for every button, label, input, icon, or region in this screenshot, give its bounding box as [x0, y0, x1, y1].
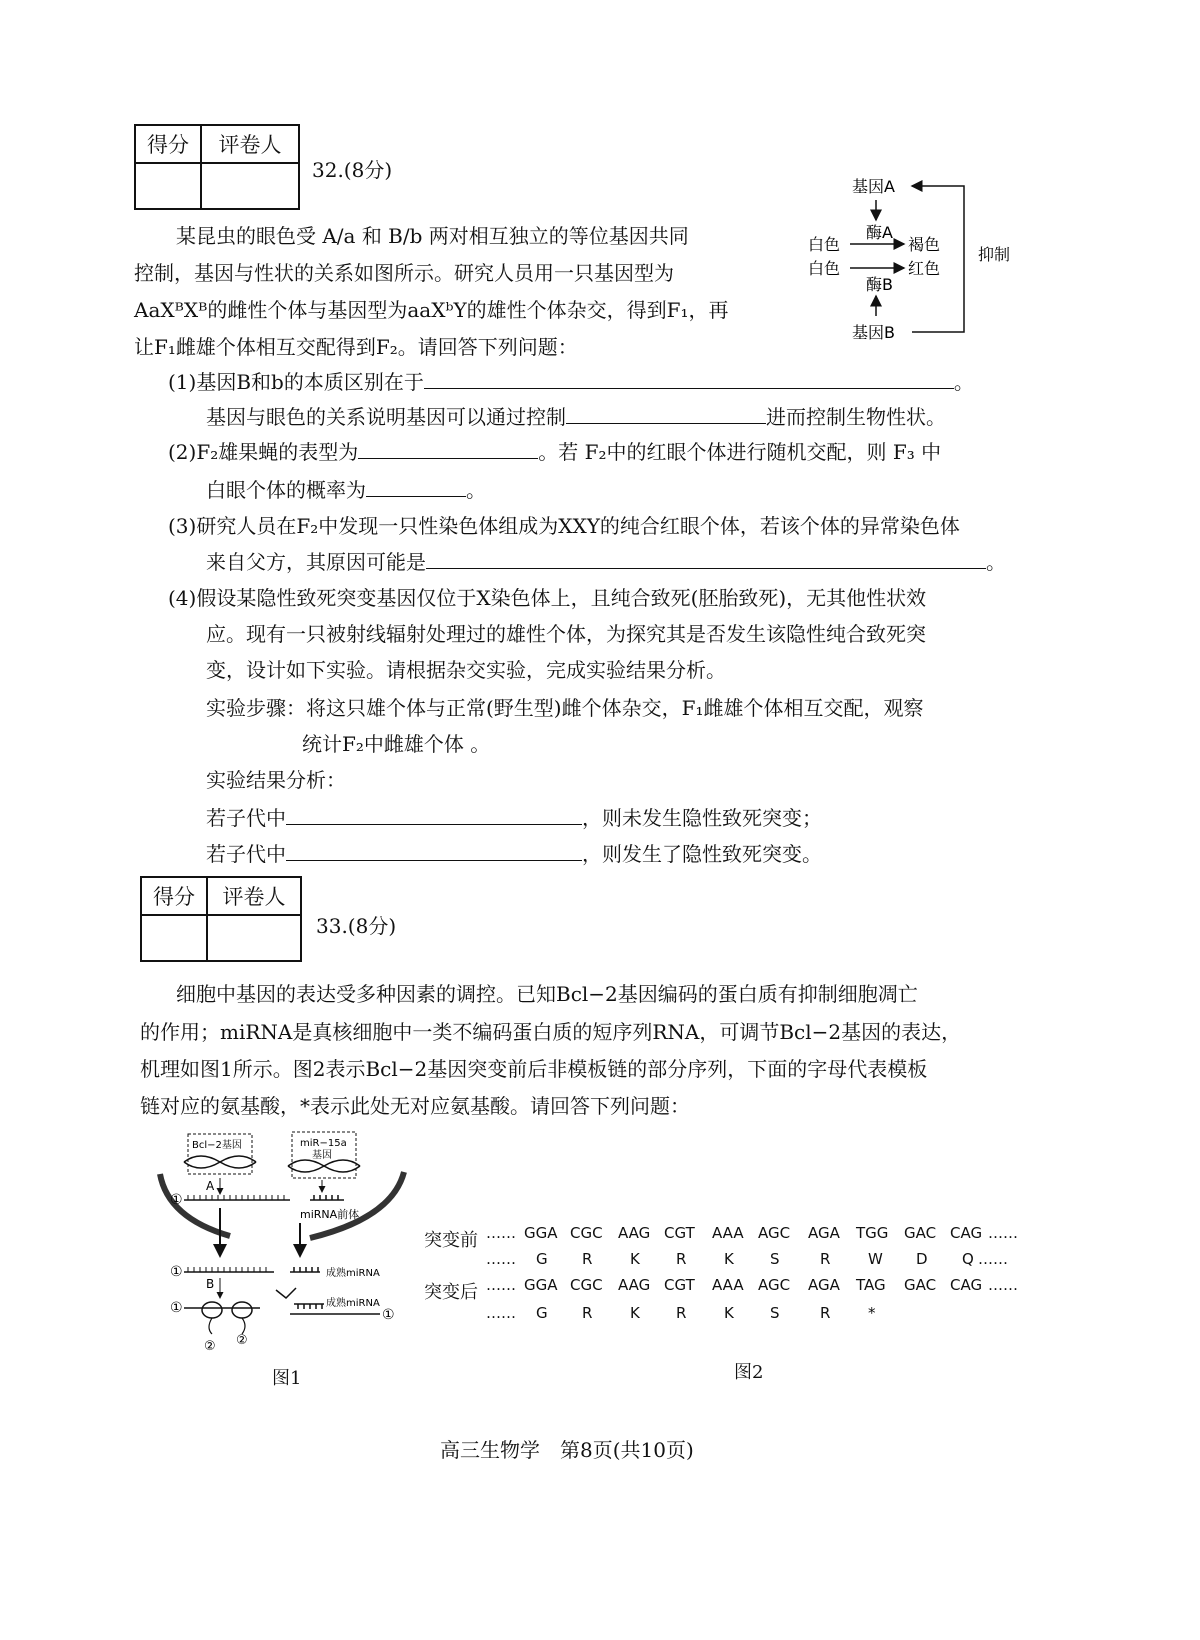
answer-blank-2a[interactable]	[358, 438, 538, 459]
mirna-precursor-strand	[310, 1195, 344, 1200]
mature-mirna-label-2: 成熟miRNA	[326, 1298, 380, 1309]
answer-blank-1b[interactable]	[566, 403, 766, 424]
before-codon: TGG	[856, 1224, 889, 1242]
red-label: 红色	[908, 259, 941, 278]
q32-part3b-text: 来自父方，其原因可能是	[206, 550, 426, 574]
mature-mirna-strand-1	[290, 1267, 320, 1272]
after-codon: AGA	[808, 1276, 840, 1294]
q32-part4-line-6: 实验结果分析：	[206, 768, 346, 792]
q32-intro-line-4: 让F₁雌雄个体相互交配得到F₂。请回答下列问题：	[134, 335, 578, 359]
circle-2-label-2: ②	[236, 1333, 248, 1348]
grader-label: 评卷人	[207, 877, 301, 915]
before-codon: AGC	[758, 1224, 791, 1242]
q33-intro-line-3: 机理如图1所示。图2表示Bcl−2基因突变前后非模板链的部分序列，下面的字母代表模板	[140, 1057, 928, 1081]
white-label-2: 白色	[808, 259, 841, 278]
score-cell[interactable]	[141, 915, 207, 961]
after-codon: AAA	[712, 1276, 744, 1294]
q32-part2b	[206, 476, 486, 504]
after-codon: CGT	[664, 1276, 695, 1294]
before-codon: AAA	[712, 1224, 744, 1242]
circle-1-label-duplex: ①	[382, 1307, 395, 1323]
result-2-pre: 若子代中	[206, 842, 286, 866]
before-aa: K	[630, 1250, 640, 1268]
q32-part1b-end: 进而控制生物性状。	[766, 405, 946, 429]
before-aa: D	[916, 1250, 928, 1268]
dots-before-end: ……	[988, 1224, 1018, 1242]
before-codon: GGA	[524, 1224, 558, 1242]
before-aa: S	[770, 1250, 780, 1268]
answer-blank-r2[interactable]	[286, 840, 582, 861]
q32-part4-line-4: 实验步骤：将这只雄个体与正常(野生型)雌个体杂交，F₁雌雄个体相互交配，观察	[206, 696, 924, 720]
after-aa: R	[676, 1304, 687, 1322]
after-aa: R	[582, 1304, 593, 1322]
dots-before-aa-end: ……	[978, 1250, 1008, 1268]
q32-part1a-end: 。	[953, 370, 974, 394]
q33-intro-line-2: 的作用；miRNA是真核细胞中一类不编码蛋白质的短序列RNA，可调节Bcl−2基因的表达，	[140, 1020, 962, 1044]
grader-label: 评卷人	[201, 125, 299, 163]
q33-intro-line-1: 细胞中基因的表达受多种因素的调控。已知Bcl−2基因编码的蛋白质有抑制细胞凋亡	[176, 982, 918, 1006]
before-aa: K	[724, 1250, 734, 1268]
q33-intro-line-4: 链对应的氨基酸，*表示此处无对应氨基酸。请回答下列问题：	[140, 1094, 690, 1118]
before-codon: AGA	[808, 1224, 840, 1242]
score-box-32	[134, 124, 300, 210]
nuclear-envelope-right	[310, 1172, 404, 1238]
q32-part3b-end: 。	[986, 550, 1006, 574]
answer-blank-1a[interactable]	[424, 368, 954, 389]
circle-2-label-1: ②	[204, 1339, 216, 1354]
before-aa: R	[676, 1250, 687, 1268]
gene-a-label: 基因A	[852, 177, 895, 196]
score-label: 得分	[141, 877, 207, 915]
answer-blank-2b[interactable]	[366, 476, 466, 497]
after-aa: K	[724, 1304, 734, 1322]
figure-1-caption: 图1	[272, 1368, 302, 1389]
after-codon: AAG	[618, 1276, 651, 1294]
circle-1-label-a: ①	[170, 1192, 183, 1208]
score-label: 得分	[135, 125, 201, 163]
inhibit-label: 抑制	[978, 245, 1011, 264]
enzyme-b-label: 酶B	[866, 275, 893, 294]
after-codon: TAG	[856, 1276, 886, 1294]
before-mutation-label: 突变前	[424, 1230, 478, 1251]
dots-after-end: ……	[988, 1276, 1018, 1294]
mature-mirna-label-1: 成熟miRNA	[326, 1268, 380, 1279]
circle-1-label-ribo: ①	[170, 1300, 183, 1316]
before-codon: CAG	[950, 1224, 983, 1242]
ribosome-2	[232, 1302, 252, 1318]
polypeptide-chains	[209, 1318, 245, 1334]
answer-blank-r1[interactable]	[286, 804, 582, 825]
dots-after-codons: ……	[486, 1276, 516, 1294]
q32-part1b	[206, 403, 946, 431]
bcl2-gene-label: Bcl−2基因	[192, 1140, 242, 1151]
score-box-33	[140, 876, 302, 962]
q32-intro-line-3: AaXᴮXᴮ的雌性个体与基因型为aaXᵇY的雄性个体杂交，得到F₁，再	[134, 298, 729, 322]
white-label-1: 白色	[808, 235, 841, 254]
bcl2-dna-helix	[184, 1156, 256, 1168]
mir15a-gene-label-2: 基因	[312, 1150, 332, 1161]
q32-part4-line-3: 变，设计如下实验。请根据杂交实验，完成实验结果分析。	[206, 658, 726, 682]
after-aa: *	[868, 1304, 876, 1322]
q32-part2b-text: 白眼个体的概率为	[206, 478, 366, 502]
after-aa: R	[820, 1304, 831, 1322]
result-2-post: ，则发生了隐性致死突变。	[582, 842, 822, 866]
figure-2-caption: 图2	[734, 1362, 764, 1383]
q32-part2a-end: 。若 F₂中的红眼个体进行随机交配，则 F₃ 中	[538, 440, 942, 464]
before-codon: CGC	[570, 1224, 603, 1242]
before-aa: G	[536, 1250, 548, 1268]
q32-result-2	[206, 840, 822, 868]
q32-part1b-text: 基因与眼色的关系说明基因可以通过控制	[206, 405, 566, 429]
score-cell[interactable]	[135, 163, 201, 209]
q32-part2a-text: (2)F₂雄果蝇的表型为	[168, 440, 359, 464]
after-aa: G	[536, 1304, 548, 1322]
answer-blank-3[interactable]	[426, 548, 986, 569]
question-33-number: 33.(8分)	[316, 914, 397, 938]
question-32-number: 32.(8分)	[312, 158, 393, 182]
q32-result-1	[206, 804, 822, 832]
duplex-mirna	[294, 1304, 324, 1309]
brown-label: 褐色	[908, 235, 941, 254]
after-codon: CGC	[570, 1276, 603, 1294]
enzyme-a-label: 酶A	[866, 223, 893, 242]
after-aa: K	[630, 1304, 640, 1322]
circle-1-label-cyto: ①	[170, 1264, 183, 1280]
q32-part4-line-1: (4)假设某隐性致死突变基因仅位于X染色体上，且纯合致死(胚胎致死)，无其他性状效	[168, 586, 927, 610]
ribosome-1	[202, 1302, 222, 1318]
q32-part1a	[168, 368, 974, 396]
gene-b-label: 基因B	[852, 323, 895, 342]
dots-before-aa: ……	[486, 1250, 516, 1268]
after-mutation-label: 突变后	[424, 1282, 478, 1303]
before-aa: R	[820, 1250, 831, 1268]
mirna-precursor-label: miRNA前体	[300, 1208, 360, 1221]
q32-part3b	[206, 548, 1006, 576]
after-codon: AGC	[758, 1276, 791, 1294]
result-1-pre: 若子代中	[206, 806, 286, 830]
gene-pathway-diagram	[800, 170, 1040, 350]
mir15a-dna-helix	[288, 1160, 360, 1172]
before-aa: W	[868, 1250, 883, 1268]
page-footer: 高三生物学 第8页(共10页)	[440, 1438, 694, 1462]
q32-intro-line-2: 控制，基因与性状的关系如图所示。研究人员用一只基因型为	[134, 261, 674, 285]
before-aa: Q	[962, 1250, 974, 1268]
before-codon: CGT	[664, 1224, 695, 1242]
process-b-label: B	[206, 1277, 215, 1291]
dots-before-codons: ……	[486, 1224, 516, 1242]
process-a-label: A	[206, 1179, 215, 1193]
figure-1-mirna-mechanism	[150, 1128, 420, 1358]
before-codon: AAG	[618, 1224, 651, 1242]
before-aa: R	[582, 1250, 593, 1268]
mir15a-gene-label: miR−15a	[300, 1138, 347, 1149]
before-codon: GAC	[904, 1224, 937, 1242]
after-codon: CAG	[950, 1276, 983, 1294]
result-1-post: ，则未发生隐性致死突变；	[582, 806, 822, 830]
after-codon: GGA	[524, 1276, 558, 1294]
after-codon: GAC	[904, 1276, 937, 1294]
q32-part2b-end: 。	[466, 478, 486, 502]
grader-cell[interactable]	[201, 163, 299, 209]
q32-part4-line-5: 统计F₂中雌雄个体 。	[302, 732, 491, 756]
q32-intro-line-1: 某昆虫的眼色受 A/a 和 B/b 两对相互独立的等位基因共同	[176, 224, 689, 248]
q32-part2a	[168, 438, 941, 466]
dots-after-aa: ……	[486, 1304, 516, 1322]
grader-cell[interactable]	[207, 915, 301, 961]
binding-arrows	[276, 1288, 296, 1298]
q32-part3a: (3)研究人员在F₂中发现一只性染色体组成为XXY的纯合红眼个体，若该个体的异常染色体	[168, 514, 960, 538]
q32-part4-line-2: 应。现有一只被射线辐射处理过的雄性个体，为探究其是否发生该隐性纯合致死突	[206, 622, 926, 646]
q32-part1a-text: (1)基因B和b的本质区别在于	[168, 370, 424, 394]
after-aa: S	[770, 1304, 780, 1322]
